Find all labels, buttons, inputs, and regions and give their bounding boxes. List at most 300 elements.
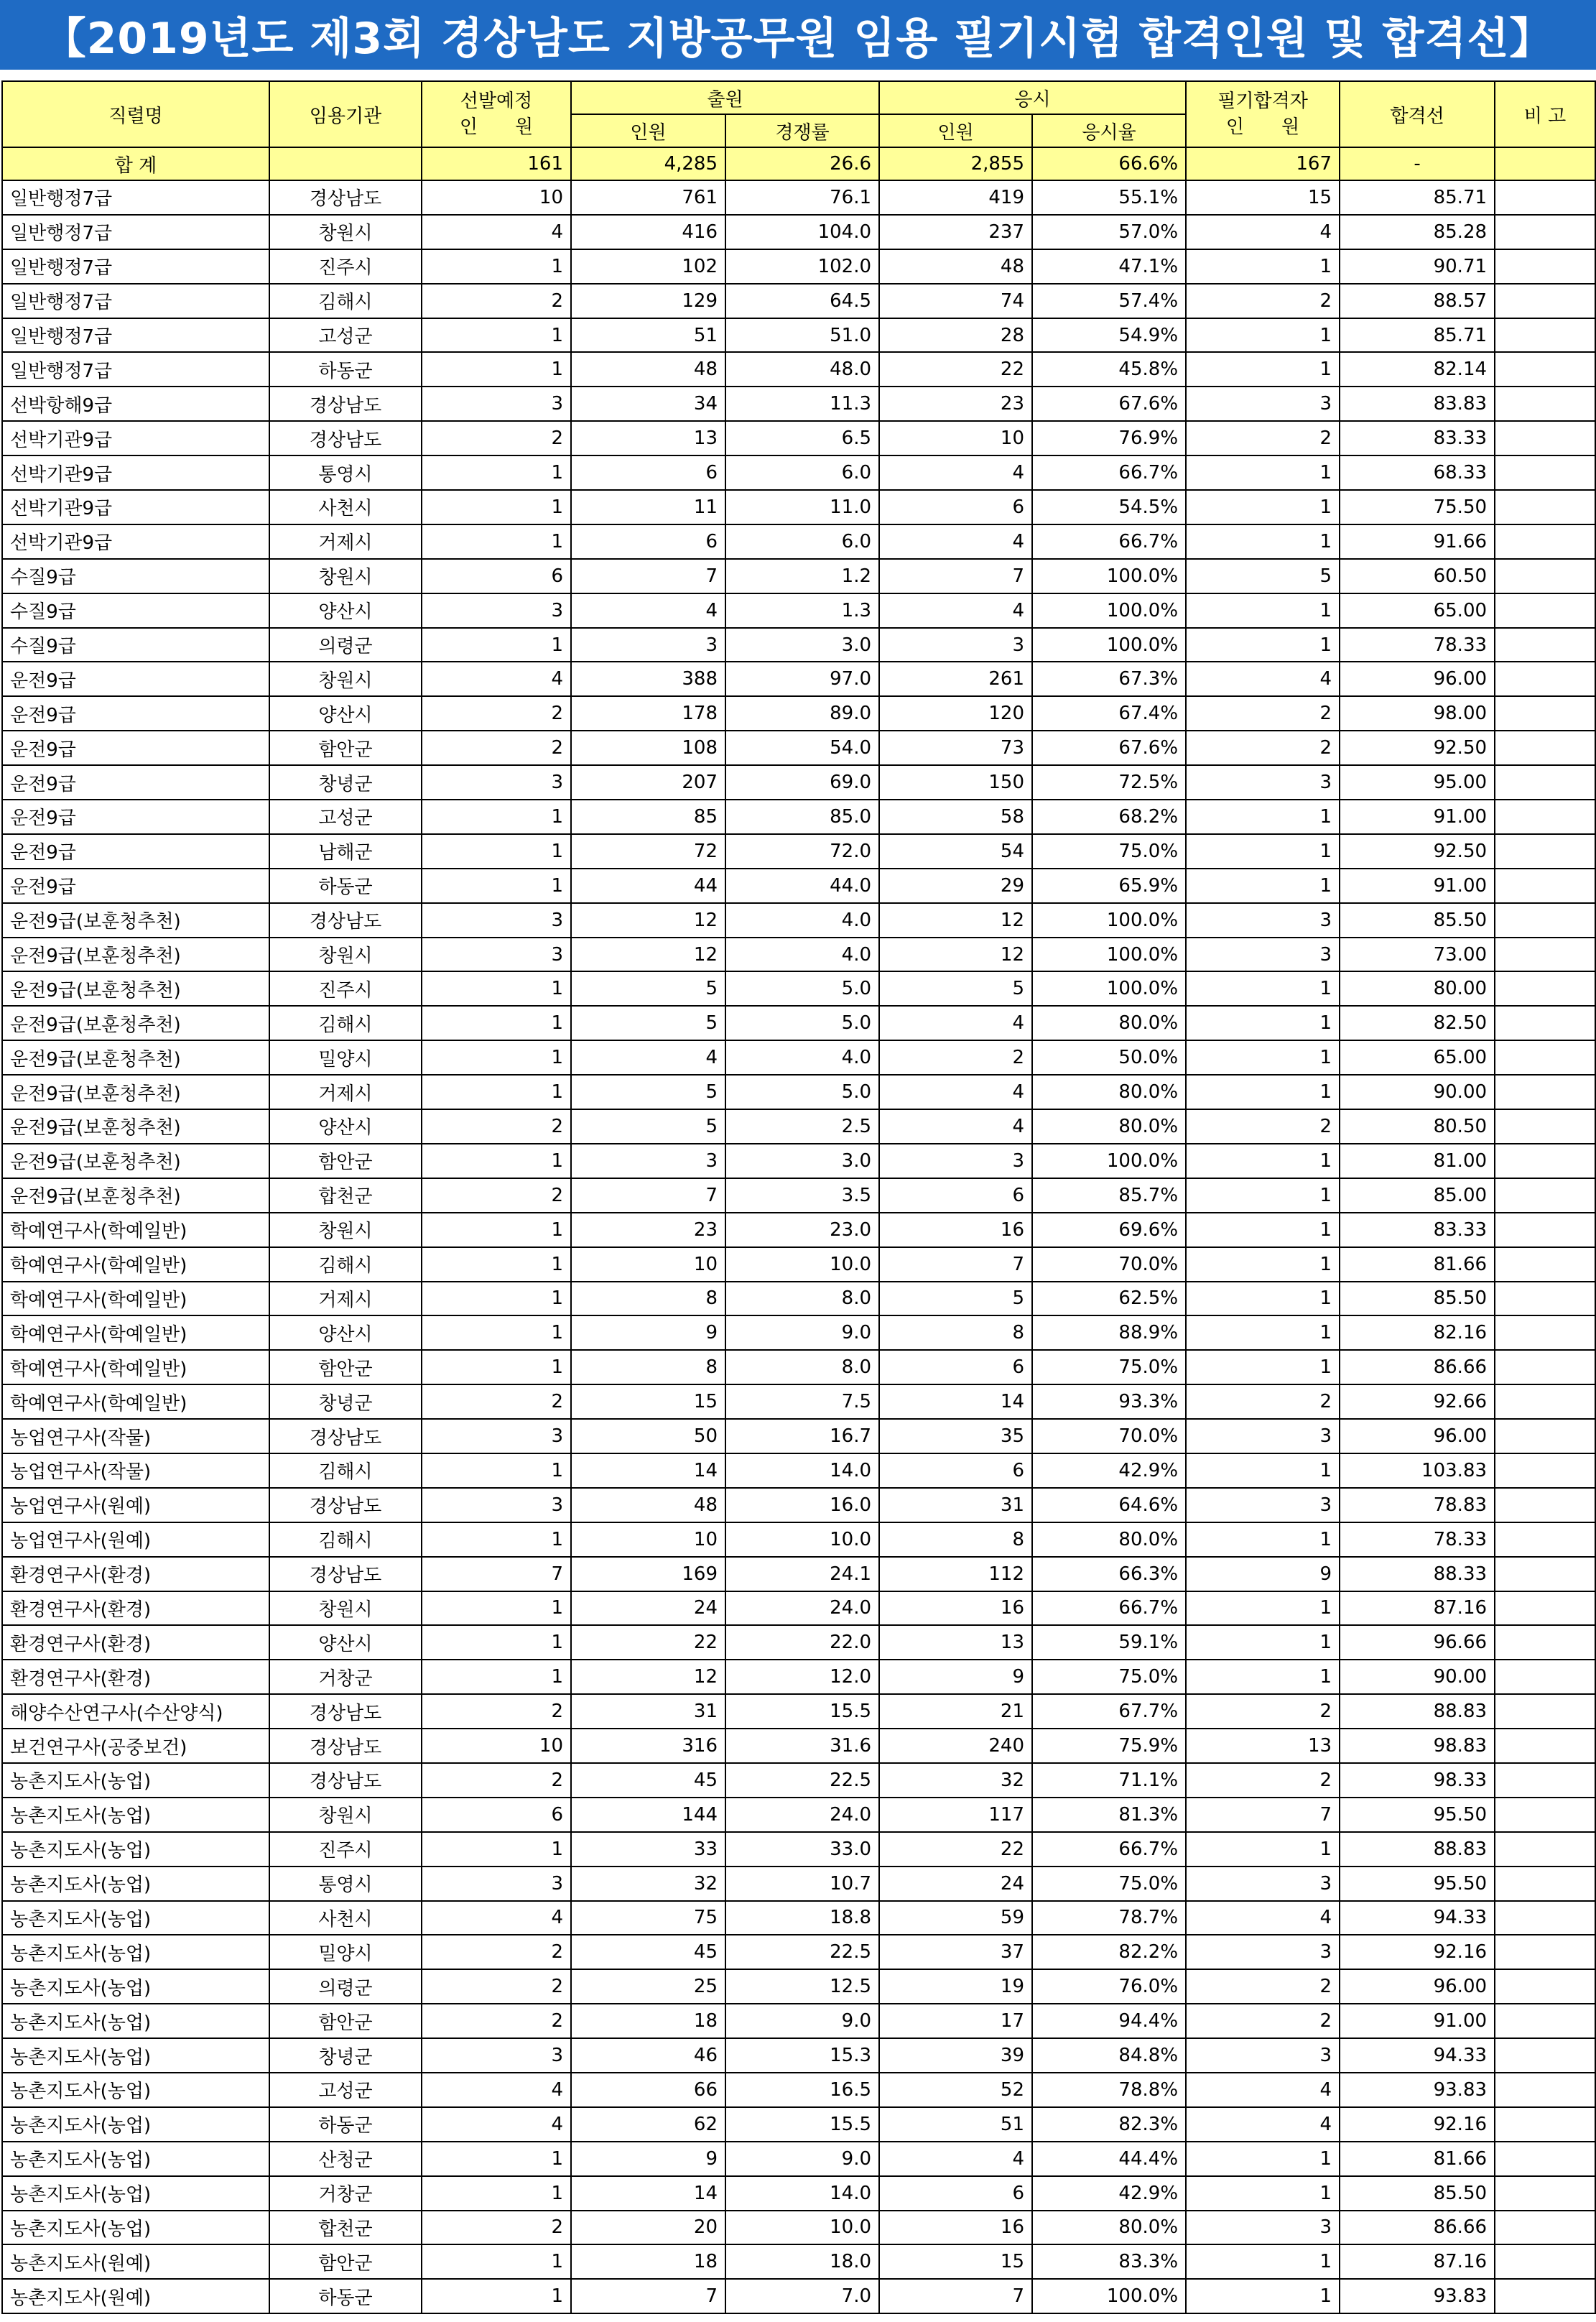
agency-cell: 창원시: [269, 662, 422, 696]
table-row: [2, 490, 1595, 524]
passed-cell: 1: [1186, 1660, 1340, 1694]
table-row: [2, 215, 1595, 249]
cutoff-cell: 92.16: [1340, 2107, 1495, 2142]
cutoff-cell: 93.83: [1340, 2279, 1495, 2313]
header-passed: [1186, 81, 1340, 147]
table-header: [2, 81, 1595, 147]
total-rate: 66.6%: [1032, 147, 1186, 180]
took-count-cell: 6: [879, 1453, 1032, 1488]
passed-cell: 1: [1186, 2244, 1340, 2279]
competition-cell: 24.0: [725, 1591, 879, 1626]
agency-cell: 양산시: [269, 1109, 422, 1144]
took-count-cell: 31: [879, 1488, 1032, 1522]
passed-cell: 1: [1186, 1350, 1340, 1384]
cutoff-cell: 87.16: [1340, 1591, 1495, 1626]
table-row: [2, 1488, 1595, 1522]
passed-cell: 1: [1186, 2142, 1340, 2176]
note-cell: [1495, 2279, 1595, 2313]
competition-cell: 14.0: [725, 2176, 879, 2211]
took-rate-cell: 67.6%: [1032, 387, 1186, 421]
passed-cell: 5: [1186, 559, 1340, 593]
applied-count-cell: 5: [571, 1006, 725, 1040]
table-row: [2, 2073, 1595, 2107]
cutoff-cell: 65.00: [1340, 593, 1495, 628]
cutoff-cell: 87.16: [1340, 2244, 1495, 2279]
passed-cell: 1: [1186, 1625, 1340, 1660]
planned-cell: 1: [422, 490, 571, 524]
table-row: [2, 2244, 1595, 2279]
took-rate-cell: 66.7%: [1032, 524, 1186, 559]
total-note: [1495, 147, 1595, 180]
applied-count-cell: 316: [571, 1729, 725, 1763]
competition-cell: 51.0: [725, 318, 879, 353]
planned-cell: 1: [422, 318, 571, 353]
agency-cell: 창원시: [269, 559, 422, 593]
took-rate-cell: 78.8%: [1032, 2073, 1186, 2107]
position-cell: 농촌지도사(농업): [2, 2211, 269, 2245]
note-cell: [1495, 1625, 1595, 1660]
applied-count-cell: 7: [571, 1178, 725, 1213]
took-count-cell: 16: [879, 1213, 1032, 1247]
note-cell: [1495, 1144, 1595, 1178]
competition-cell: 23.0: [725, 1213, 879, 1247]
took-rate-cell: 85.7%: [1032, 1178, 1186, 1213]
planned-cell: 4: [422, 1901, 571, 1935]
position-cell: 농업연구사(원예): [2, 1488, 269, 1522]
competition-cell: 44.0: [725, 869, 879, 903]
cutoff-cell: 91.00: [1340, 2004, 1495, 2038]
passed-cell: 4: [1186, 662, 1340, 696]
position-cell: 해양수산연구사(수산양식): [2, 1694, 269, 1729]
took-count-cell: 15: [879, 2244, 1032, 2279]
took-rate-cell: 81.3%: [1032, 1798, 1186, 1832]
took-rate-cell: 42.9%: [1032, 1453, 1186, 1488]
took-rate-cell: 69.6%: [1032, 1213, 1186, 1247]
header-applied: 출원: [571, 81, 879, 114]
took-count-cell: 51: [879, 2107, 1032, 2142]
table-row: [2, 2142, 1595, 2176]
note-cell: [1495, 1109, 1595, 1144]
passed-cell: 4: [1186, 2107, 1340, 2142]
applied-count-cell: 6: [571, 455, 725, 490]
total-passed: 167: [1186, 147, 1340, 180]
total-row: [2, 147, 1595, 180]
took-count-cell: 9: [879, 1660, 1032, 1694]
took-rate-cell: 71.1%: [1032, 1763, 1186, 1798]
position-cell: 농촌지도사(원예): [2, 2244, 269, 2279]
cutoff-cell: 90.71: [1340, 249, 1495, 284]
note-cell: [1495, 387, 1595, 421]
took-rate-cell: 80.0%: [1032, 1075, 1186, 1109]
took-count-cell: 14: [879, 1384, 1032, 1419]
cutoff-cell: 73.00: [1340, 938, 1495, 972]
applied-count-cell: 46: [571, 2038, 725, 2073]
passed-cell: 1: [1186, 1213, 1340, 1247]
applied-count-cell: 4: [571, 593, 725, 628]
agency-cell: 진주시: [269, 249, 422, 284]
note-cell: [1495, 2004, 1595, 2038]
applied-count-cell: 24: [571, 1591, 725, 1626]
took-rate-cell: 66.3%: [1032, 1557, 1186, 1591]
competition-cell: 7.0: [725, 2279, 879, 2313]
table-row: [2, 1315, 1595, 1350]
note-cell: [1495, 2073, 1595, 2107]
agency-cell: 사천시: [269, 1901, 422, 1935]
competition-cell: 22.5: [725, 1935, 879, 1969]
took-count-cell: 419: [879, 180, 1032, 215]
agency-cell: 경상남도: [269, 387, 422, 421]
applied-count-cell: 144: [571, 1798, 725, 1832]
agency-cell: 함안군: [269, 731, 422, 765]
planned-cell: 2: [422, 1694, 571, 1729]
table-row: [2, 421, 1595, 455]
position-cell: 운전9급: [2, 869, 269, 903]
cutoff-cell: 85.71: [1340, 180, 1495, 215]
header-passed-line1: 필기합격자: [1217, 91, 1308, 112]
took-count-cell: 3: [879, 1144, 1032, 1178]
took-rate-cell: 55.1%: [1032, 180, 1186, 215]
took-count-cell: 120: [879, 696, 1032, 731]
took-rate-cell: 64.6%: [1032, 1488, 1186, 1522]
passed-cell: 1: [1186, 1247, 1340, 1282]
took-count-cell: 21: [879, 1694, 1032, 1729]
table-row: [2, 1798, 1595, 1832]
took-rate-cell: 75.0%: [1032, 1660, 1186, 1694]
note-cell: [1495, 318, 1595, 353]
planned-cell: 1: [422, 1282, 571, 1316]
position-cell: 선박기관9급: [2, 421, 269, 455]
applied-count-cell: 12: [571, 938, 725, 972]
took-count-cell: 261: [879, 662, 1032, 696]
applied-count-cell: 51: [571, 318, 725, 353]
competition-cell: 15.3: [725, 2038, 879, 2073]
note-cell: [1495, 1935, 1595, 1969]
took-rate-cell: 57.0%: [1032, 215, 1186, 249]
agency-cell: 고성군: [269, 2073, 422, 2107]
took-count-cell: 4: [879, 455, 1032, 490]
table-row: [2, 1282, 1595, 1316]
cutoff-cell: 83.83: [1340, 387, 1495, 421]
position-cell: 농업연구사(작물): [2, 1453, 269, 1488]
applied-count-cell: 25: [571, 1969, 725, 2004]
passed-cell: 4: [1186, 1901, 1340, 1935]
took-rate-cell: 44.4%: [1032, 2142, 1186, 2176]
agency-cell: 하동군: [269, 2107, 422, 2142]
competition-cell: 22.5: [725, 1763, 879, 1798]
competition-cell: 31.6: [725, 1729, 879, 1763]
cutoff-cell: 78.33: [1340, 628, 1495, 662]
took-count-cell: 4: [879, 593, 1032, 628]
agency-cell: 고성군: [269, 318, 422, 353]
took-rate-cell: 75.0%: [1032, 1350, 1186, 1384]
took-count-cell: 17: [879, 2004, 1032, 2038]
competition-cell: 5.0: [725, 1006, 879, 1040]
passed-cell: 1: [1186, 490, 1340, 524]
took-rate-cell: 100.0%: [1032, 971, 1186, 1006]
competition-cell: 4.0: [725, 938, 879, 972]
took-rate-cell: 54.9%: [1032, 318, 1186, 353]
passed-cell: 1: [1186, 834, 1340, 869]
passed-cell: 1: [1186, 2176, 1340, 2211]
planned-cell: 1: [422, 2142, 571, 2176]
planned-cell: 1: [422, 1213, 571, 1247]
planned-cell: 1: [422, 800, 571, 834]
agency-cell: 거제시: [269, 1282, 422, 1316]
table-row: [2, 318, 1595, 353]
position-cell: 농촌지도사(농업): [2, 1901, 269, 1935]
agency-cell: 창녕군: [269, 1384, 422, 1419]
total-applied: 4,285: [571, 147, 725, 180]
note-cell: [1495, 284, 1595, 318]
passed-cell: 1: [1186, 2279, 1340, 2313]
header-cutoff: 합격선: [1340, 81, 1495, 147]
took-count-cell: 150: [879, 765, 1032, 800]
cutoff-cell: 85.28: [1340, 215, 1495, 249]
took-count-cell: 6: [879, 490, 1032, 524]
agency-cell: 거제시: [269, 1075, 422, 1109]
cutoff-cell: 86.66: [1340, 1350, 1495, 1384]
position-cell: 보건연구사(공중보건): [2, 1729, 269, 1763]
note-cell: [1495, 1315, 1595, 1350]
planned-cell: 1: [422, 1144, 571, 1178]
took-count-cell: 7: [879, 1247, 1032, 1282]
agency-cell: 하동군: [269, 2279, 422, 2313]
agency-cell: 합천군: [269, 2211, 422, 2245]
competition-cell: 104.0: [725, 215, 879, 249]
position-cell: 학예연구사(학예일반): [2, 1213, 269, 1247]
position-cell: 농촌지도사(농업): [2, 2176, 269, 2211]
took-count-cell: 13: [879, 1625, 1032, 1660]
note-cell: [1495, 524, 1595, 559]
applied-count-cell: 23: [571, 1213, 725, 1247]
passed-cell: 1: [1186, 1832, 1340, 1867]
agency-cell: 양산시: [269, 696, 422, 731]
passed-cell: 3: [1186, 2038, 1340, 2073]
took-rate-cell: 80.0%: [1032, 1006, 1186, 1040]
note-cell: [1495, 1522, 1595, 1557]
passed-cell: 2: [1186, 1763, 1340, 1798]
note-cell: [1495, 765, 1595, 800]
table-row: [2, 971, 1595, 1006]
took-count-cell: 22: [879, 352, 1032, 387]
note-cell: [1495, 971, 1595, 1006]
took-count-cell: 23: [879, 387, 1032, 421]
agency-cell: 경상남도: [269, 421, 422, 455]
took-count-cell: 237: [879, 215, 1032, 249]
note-cell: [1495, 352, 1595, 387]
applied-count-cell: 102: [571, 249, 725, 284]
planned-cell: 1: [422, 834, 571, 869]
applied-count-cell: 7: [571, 2279, 725, 2313]
planned-cell: 1: [422, 2279, 571, 2313]
table-row: [2, 2107, 1595, 2142]
note-cell: [1495, 1969, 1595, 2004]
agency-cell: 김해시: [269, 1453, 422, 1488]
took-rate-cell: 66.7%: [1032, 455, 1186, 490]
note-cell: [1495, 1006, 1595, 1040]
agency-cell: 밀양시: [269, 1040, 422, 1075]
agency-cell: 하동군: [269, 352, 422, 387]
table-row: [2, 2211, 1595, 2245]
position-cell: 농촌지도사(농업): [2, 2038, 269, 2073]
applied-count-cell: 8: [571, 1282, 725, 1316]
passed-cell: 1: [1186, 318, 1340, 353]
cutoff-cell: 98.00: [1340, 696, 1495, 731]
table-row: [2, 662, 1595, 696]
took-rate-cell: 80.0%: [1032, 2211, 1186, 2245]
cutoff-cell: 96.66: [1340, 1625, 1495, 1660]
table-row: [2, 1040, 1595, 1075]
took-rate-cell: 59.1%: [1032, 1625, 1186, 1660]
applied-count-cell: 12: [571, 1660, 725, 1694]
passed-cell: 1: [1186, 1453, 1340, 1488]
cutoff-cell: 88.83: [1340, 1694, 1495, 1729]
note-cell: [1495, 696, 1595, 731]
agency-cell: 창원시: [269, 1213, 422, 1247]
applied-count-cell: 45: [571, 1763, 725, 1798]
cutoff-cell: 83.33: [1340, 421, 1495, 455]
took-count-cell: 4: [879, 1075, 1032, 1109]
note-cell: [1495, 2176, 1595, 2211]
competition-cell: 12.5: [725, 1969, 879, 2004]
agency-cell: 의령군: [269, 1969, 422, 2004]
agency-cell: 창원시: [269, 215, 422, 249]
took-rate-cell: 75.9%: [1032, 1729, 1186, 1763]
note-cell: [1495, 1867, 1595, 1901]
took-count-cell: 10: [879, 421, 1032, 455]
table-row: [2, 524, 1595, 559]
note-cell: [1495, 1798, 1595, 1832]
note-cell: [1495, 1453, 1595, 1488]
cutoff-cell: 85.00: [1340, 1178, 1495, 1213]
took-rate-cell: 100.0%: [1032, 628, 1186, 662]
cutoff-cell: 82.16: [1340, 1315, 1495, 1350]
planned-cell: 2: [422, 284, 571, 318]
applied-count-cell: 85: [571, 800, 725, 834]
took-rate-cell: 76.9%: [1032, 421, 1186, 455]
applied-count-cell: 15: [571, 1384, 725, 1419]
passed-cell: 13: [1186, 1729, 1340, 1763]
passed-cell: 3: [1186, 938, 1340, 972]
table-row: [2, 1901, 1595, 1935]
planned-cell: 7: [422, 1557, 571, 1591]
applied-count-cell: 18: [571, 2004, 725, 2038]
position-cell: 운전9급(보훈청추천): [2, 1075, 269, 1109]
position-cell: 농촌지도사(농업): [2, 2142, 269, 2176]
agency-cell: 합천군: [269, 1178, 422, 1213]
table-row: [2, 834, 1595, 869]
competition-cell: 15.5: [725, 1694, 879, 1729]
position-cell: 운전9급: [2, 662, 269, 696]
took-rate-cell: 80.0%: [1032, 1109, 1186, 1144]
applied-count-cell: 207: [571, 765, 725, 800]
planned-cell: 1: [422, 1625, 571, 1660]
agency-cell: 진주시: [269, 971, 422, 1006]
agency-cell: 거제시: [269, 524, 422, 559]
took-rate-cell: 75.0%: [1032, 1867, 1186, 1901]
cutoff-cell: 85.50: [1340, 903, 1495, 938]
position-cell: 환경연구사(환경): [2, 1591, 269, 1626]
took-rate-cell: 54.5%: [1032, 490, 1186, 524]
agency-cell: 경상남도: [269, 1729, 422, 1763]
agency-cell: 김해시: [269, 1006, 422, 1040]
position-cell: 운전9급(보훈청추천): [2, 1040, 269, 1075]
took-count-cell: 6: [879, 1350, 1032, 1384]
took-rate-cell: 100.0%: [1032, 903, 1186, 938]
passed-cell: 4: [1186, 2073, 1340, 2107]
applied-count-cell: 14: [571, 1453, 725, 1488]
agency-cell: 통영시: [269, 1867, 422, 1901]
note-cell: [1495, 731, 1595, 765]
position-cell: 농업연구사(원예): [2, 1522, 269, 1557]
planned-cell: 10: [422, 1729, 571, 1763]
position-cell: 선박기관9급: [2, 524, 269, 559]
passed-cell: 1: [1186, 593, 1340, 628]
competition-cell: 6.0: [725, 524, 879, 559]
agency-cell: 경상남도: [269, 903, 422, 938]
passed-cell: 2: [1186, 421, 1340, 455]
note-cell: [1495, 1178, 1595, 1213]
table-row: [2, 2279, 1595, 2313]
planned-cell: 4: [422, 2073, 571, 2107]
note-cell: [1495, 869, 1595, 903]
took-rate-cell: 100.0%: [1032, 2279, 1186, 2313]
agency-cell: 창원시: [269, 938, 422, 972]
total-cutoff: -: [1340, 147, 1495, 180]
planned-cell: 2: [422, 1763, 571, 1798]
agency-cell: 거창군: [269, 2176, 422, 2211]
competition-cell: 11.0: [725, 490, 879, 524]
table-row: [2, 1591, 1595, 1626]
took-rate-cell: 66.7%: [1032, 1832, 1186, 1867]
header-applied-count: 인원: [571, 114, 725, 147]
took-rate-cell: 68.2%: [1032, 800, 1186, 834]
took-rate-cell: 67.3%: [1032, 662, 1186, 696]
applied-count-cell: 31: [571, 1694, 725, 1729]
passed-cell: 2: [1186, 1694, 1340, 1729]
competition-cell: 1.2: [725, 559, 879, 593]
cutoff-cell: 60.50: [1340, 559, 1495, 593]
took-count-cell: 37: [879, 1935, 1032, 1969]
passed-cell: 3: [1186, 1935, 1340, 1969]
competition-cell: 69.0: [725, 765, 879, 800]
note-cell: [1495, 215, 1595, 249]
cutoff-cell: 95.00: [1340, 765, 1495, 800]
applied-count-cell: 4: [571, 1040, 725, 1075]
note-cell: [1495, 1591, 1595, 1626]
took-rate-cell: 42.9%: [1032, 2176, 1186, 2211]
table-row: [2, 284, 1595, 318]
competition-cell: 18.8: [725, 1901, 879, 1935]
note-cell: [1495, 2211, 1595, 2245]
planned-cell: 1: [422, 1350, 571, 1384]
position-cell: 일반행정7급: [2, 352, 269, 387]
applied-count-cell: 7: [571, 559, 725, 593]
table-row: [2, 180, 1595, 215]
cutoff-cell: 81.00: [1340, 1144, 1495, 1178]
total-planned: 161: [422, 147, 571, 180]
table-row: [2, 2176, 1595, 2211]
applied-count-cell: 14: [571, 2176, 725, 2211]
competition-cell: 24.1: [725, 1557, 879, 1591]
table-row: [2, 765, 1595, 800]
note-cell: [1495, 2142, 1595, 2176]
passed-cell: 3: [1186, 1488, 1340, 1522]
agency-cell: 밀양시: [269, 1935, 422, 1969]
passed-cell: 2: [1186, 1969, 1340, 2004]
competition-cell: 97.0: [725, 662, 879, 696]
planned-cell: 2: [422, 731, 571, 765]
